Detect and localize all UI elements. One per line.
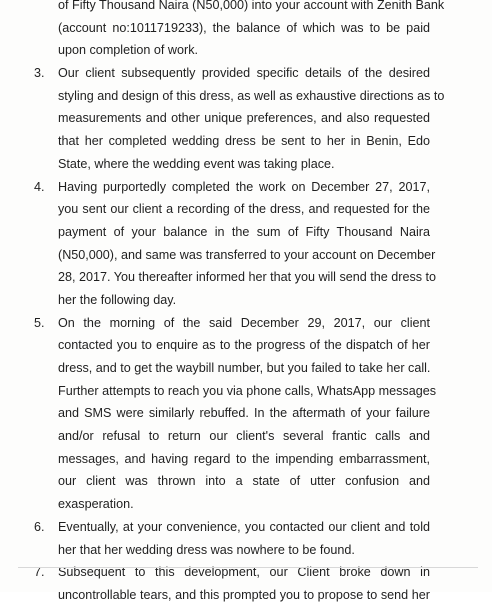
paragraph-line: 28, 2017. You thereafter informed her that you will send the dress to xyxy=(58,270,437,285)
paragraph-first-line xyxy=(0,62,430,85)
page-bottom-rule xyxy=(18,567,478,568)
paragraph-line: messages, and having regard to the impending embarrassment, xyxy=(58,451,430,466)
paragraph-line-text: Our client subsequently provided specific details of the desired xyxy=(58,66,430,81)
paragraph-line: (account no:1011719233), the balance of which was to be paid xyxy=(58,20,430,35)
paragraph-number: 5. xyxy=(34,315,45,330)
paragraph-first-line xyxy=(0,561,430,584)
paragraph-line: that her completed wedding dress be sent to her in Benin, Edo xyxy=(58,134,430,149)
paragraph-3 xyxy=(0,62,492,175)
paragraph-line: her the following day. xyxy=(58,292,177,307)
paragraph-line: dress, and to get the waybill number, but you failed to take her call. xyxy=(58,361,431,375)
paragraph-line: (N50,000), and same was transferred to your account on December xyxy=(58,247,436,262)
paragraph-line: our client was thrown into a state of utter confusion and xyxy=(58,474,430,489)
paragraph-line: contacted you to enquire as to the progress of the dispatch of her xyxy=(58,338,430,353)
paragraph-number: 6. xyxy=(34,519,45,534)
paragraph-number: 7. xyxy=(34,565,45,580)
paragraph-4 xyxy=(0,176,492,312)
paragraph-line: upon completion of work. xyxy=(58,43,199,58)
paragraph-line: her that her wedding dress was nowhere to be found. xyxy=(58,542,355,557)
paragraph-2-continuation xyxy=(0,0,492,62)
paragraph-first-line xyxy=(0,516,430,539)
paragraph-line: and/or refusal to return our client's several frantic calls and xyxy=(58,429,430,444)
paragraph-line: Further attempts to reach you via phone calls, WhatsApp messages xyxy=(58,383,436,398)
paragraph-first-line xyxy=(0,176,430,199)
paragraph-line: of Fifty Thousand Naira (N50,000) into your account with Zenith Bank xyxy=(58,0,445,12)
paragraph-line-text: Eventually, at your convenience, you contacted our client and told xyxy=(58,519,430,534)
paragraph-line: you sent our client a recording of the dress, and requested for the xyxy=(58,202,430,217)
paragraph-line-text: On the morning of the said December 29, 2017, our client xyxy=(58,315,430,330)
paragraph-5 xyxy=(0,312,492,516)
paragraph-number: 3. xyxy=(34,66,45,81)
paragraph-line: uncontrollable tears, and this prompted you to propose to send her xyxy=(58,587,430,602)
paragraph-line-text: Having purportedly completed the work on December 27, 2017, xyxy=(58,179,430,194)
paragraph-first-line xyxy=(0,312,430,335)
paragraph-line: and SMS were similarly rebuffed. In the aftermath of your failure xyxy=(58,406,430,421)
paragraph-line-text: Subsequent to this development, our Client broke down in xyxy=(58,565,430,580)
paragraph-line: State, where the wedding event was taking place. xyxy=(58,156,335,171)
paragraph-number: 4. xyxy=(34,179,45,194)
paragraph-line: styling and design of this dress, as well as exhaustive directions as to xyxy=(58,88,445,103)
paragraph-line: measurements and other unique preferences, and also requested xyxy=(58,111,430,126)
paragraph-6 xyxy=(0,516,492,561)
paragraph-line: payment of your balance in the sum of Fifty Thousand Naira xyxy=(58,224,430,239)
paragraph-line: exasperation. xyxy=(58,497,134,512)
